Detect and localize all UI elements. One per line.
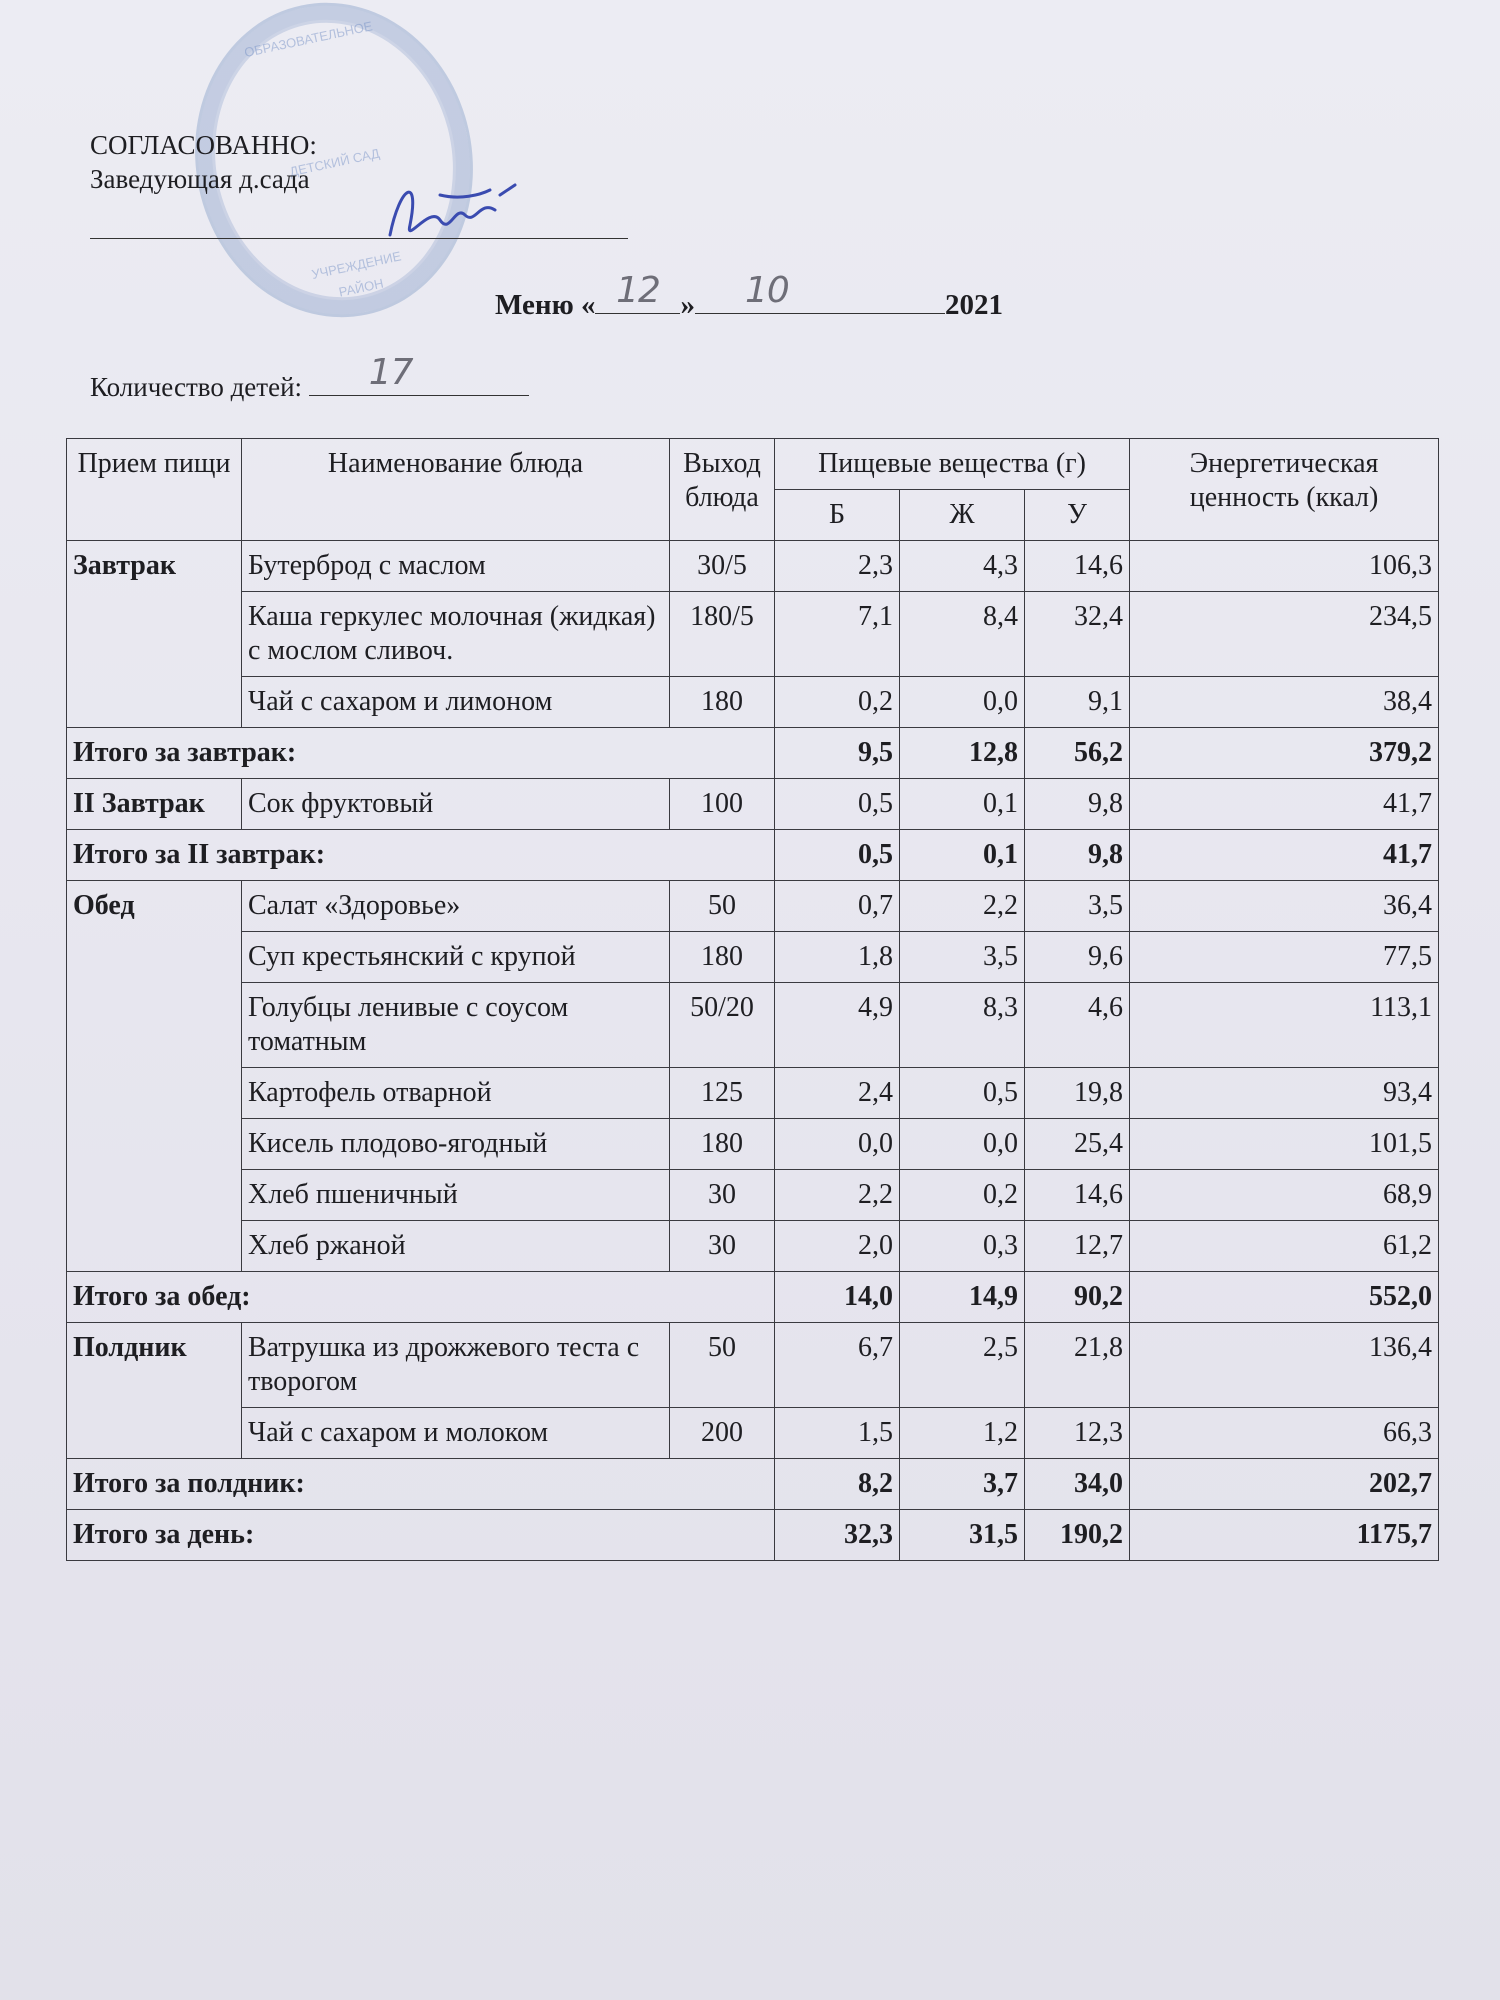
menu-mid: » [680,289,695,321]
table-row [67,1068,1439,1119]
header-b: Б [775,490,900,541]
table-row [67,983,1439,1068]
total-label: Итого за полдник: [67,1459,775,1510]
header-meal: Прием пищи [67,439,242,541]
stamp-text: ДЕТСКИЙ САД [288,145,381,180]
yield-cell: 50 [670,881,775,932]
kcal-cell: 101,5 [1130,1119,1439,1170]
zh-cell: 3,5 [900,932,1025,983]
kcal-cell: 61,2 [1130,1221,1439,1272]
approved-label: СОГЛАСОВАННО: [90,130,317,160]
handwritten-day: 12 [616,270,660,311]
dish-cell: Чай с сахаром и лимоном [242,677,670,728]
zh-cell: 2,5 [900,1323,1025,1408]
total-label: Итого за день: [67,1510,775,1561]
approval-block [90,128,317,196]
yield-cell: 200 [670,1408,775,1459]
b-cell: 6,7 [775,1323,900,1408]
table-row [67,932,1439,983]
kcal-cell: 234,5 [1130,592,1439,677]
children-count [90,352,529,403]
dish-cell: Хлеб ржаной [242,1221,670,1272]
month-blank [695,270,945,314]
kcal-cell: 68,9 [1130,1170,1439,1221]
total-label: Итого за обед: [67,1272,775,1323]
b-cell: 2,3 [775,541,900,592]
kcal-cell: 202,7 [1130,1459,1439,1510]
zh-cell: 14,9 [900,1272,1025,1323]
b-cell: 0,2 [775,677,900,728]
u-cell: 25,4 [1025,1119,1130,1170]
header-dish: Наименование блюда [242,439,670,541]
zh-cell: 8,3 [900,983,1025,1068]
dish-cell: Кисель плодово-ягодный [242,1119,670,1170]
u-cell: 19,8 [1025,1068,1130,1119]
b-cell: 0,0 [775,1119,900,1170]
u-cell: 12,7 [1025,1221,1130,1272]
yield-cell: 50 [670,1323,775,1408]
dish-cell: Ватрушка из дрожжевого теста с творогом [242,1323,670,1408]
menu-title [495,270,1003,322]
table-row [67,1119,1439,1170]
table-header-row [67,439,1439,490]
dish-cell: Каша геркулес молочная (жидкая) с мослом сливоч. [242,592,670,677]
yield-cell: 30/5 [670,541,775,592]
zh-cell: 31,5 [900,1510,1025,1561]
zh-cell: 0,1 [900,779,1025,830]
zh-cell: 0,0 [900,1119,1025,1170]
u-cell: 9,8 [1025,779,1130,830]
handwritten-month: 10 [744,270,789,311]
kcal-cell: 38,4 [1130,677,1439,728]
zh-cell: 0,2 [900,1170,1025,1221]
dish-cell: Чай с сахаром и молоком [242,1408,670,1459]
b-cell: 9,5 [775,728,900,779]
dish-cell: Бутерброд с маслом [242,541,670,592]
u-cell: 32,4 [1025,592,1130,677]
zh-cell: 12,8 [900,728,1025,779]
header-u: У [1025,490,1130,541]
u-cell: 9,6 [1025,932,1130,983]
day-blank [595,270,680,314]
header-energy: Энергетическая ценность (ккал) [1130,439,1439,541]
b-cell: 1,8 [775,932,900,983]
u-cell: 9,8 [1025,830,1130,881]
menu-prefix: Меню « [495,289,596,321]
u-cell: 90,2 [1025,1272,1130,1323]
table-row [67,779,1439,830]
u-cell: 14,6 [1025,1170,1130,1221]
zh-cell: 0,5 [900,1068,1025,1119]
kcal-cell: 136,4 [1130,1323,1439,1408]
kcal-cell: 77,5 [1130,932,1439,983]
yield-cell: 180 [670,932,775,983]
yield-cell: 50/20 [670,983,775,1068]
dish-cell: Голубцы ленивые с соусом томатным [242,983,670,1068]
zh-cell: 0,0 [900,677,1025,728]
yield-cell: 30 [670,1170,775,1221]
header-zh: Ж [900,490,1025,541]
meal-cell: Завтрак [67,541,242,728]
u-cell: 190,2 [1025,1510,1130,1561]
u-cell: 4,6 [1025,983,1130,1068]
zh-cell: 0,1 [900,830,1025,881]
yield-cell: 180 [670,1119,775,1170]
head-position: Заведующая д.сада [90,164,310,194]
kcal-cell: 552,0 [1130,1272,1439,1323]
u-cell: 3,5 [1025,881,1130,932]
b-cell: 8,2 [775,1459,900,1510]
children-label: Количество детей: [90,372,303,402]
handwritten-children: 17 [368,352,413,393]
table-row [67,1408,1439,1459]
dish-cell: Салат «Здоровье» [242,881,670,932]
yield-cell: 100 [670,779,775,830]
b-cell: 14,0 [775,1272,900,1323]
b-cell: 1,5 [775,1408,900,1459]
table-row [67,1323,1439,1408]
kcal-cell: 41,7 [1130,779,1439,830]
u-cell: 56,2 [1025,728,1130,779]
total-row [67,1459,1439,1510]
meal-cell: II Завтрак [67,779,242,830]
b-cell: 0,5 [775,779,900,830]
table-row [67,541,1439,592]
total-row [67,1272,1439,1323]
u-cell: 14,6 [1025,541,1130,592]
yield-cell: 180/5 [670,592,775,677]
zh-cell: 2,2 [900,881,1025,932]
b-cell: 4,9 [775,983,900,1068]
kcal-cell: 113,1 [1130,983,1439,1068]
zh-cell: 4,3 [900,541,1025,592]
zh-cell: 8,4 [900,592,1025,677]
u-cell: 21,8 [1025,1323,1130,1408]
b-cell: 2,0 [775,1221,900,1272]
header-nutrients: Пищевые вещества (г) [775,439,1130,490]
u-cell: 9,1 [1025,677,1130,728]
header-yield: Выход блюда [670,439,775,541]
stamp-text: РАЙОН [337,275,385,300]
zh-cell: 1,2 [900,1408,1025,1459]
stamp-text: УЧРЕЖДЕНИЕ [310,248,403,282]
menu-year: 2021 [944,289,1003,321]
kcal-cell: 66,3 [1130,1408,1439,1459]
zh-cell: 3,7 [900,1459,1025,1510]
kcal-cell: 1175,7 [1130,1510,1439,1561]
kcal-cell: 36,4 [1130,881,1439,932]
total-label: Итого за завтрак: [67,728,775,779]
table-row [67,1170,1439,1221]
b-cell: 0,7 [775,881,900,932]
meal-cell: Обед [67,881,242,1272]
table-row [67,881,1439,932]
signature-line [90,238,628,239]
menu-table [66,438,1439,1561]
yield-cell: 180 [670,677,775,728]
stamp-text: ОБРАЗОВАТЕЛЬНОЕ [242,18,374,61]
table-row [67,677,1439,728]
kcal-cell: 106,3 [1130,541,1439,592]
total-row [67,728,1439,779]
kcal-cell: 93,4 [1130,1068,1439,1119]
meal-cell: Полдник [67,1323,242,1459]
u-cell: 34,0 [1025,1459,1130,1510]
total-label: Итого за II завтрак: [67,830,775,881]
yield-cell: 125 [670,1068,775,1119]
dish-cell: Картофель отварной [242,1068,670,1119]
table-row [67,592,1439,677]
yield-cell: 30 [670,1221,775,1272]
b-cell: 2,2 [775,1170,900,1221]
zh-cell: 0,3 [900,1221,1025,1272]
dish-cell: Хлеб пшеничный [242,1170,670,1221]
day-total-row [67,1510,1439,1561]
b-cell: 0,5 [775,830,900,881]
signature [380,165,520,255]
kcal-cell: 41,7 [1130,830,1439,881]
dish-cell: Суп крестьянский с крупой [242,932,670,983]
u-cell: 12,3 [1025,1408,1130,1459]
children-blank [309,352,529,396]
b-cell: 32,3 [775,1510,900,1561]
table-row [67,1221,1439,1272]
kcal-cell: 379,2 [1130,728,1439,779]
dish-cell: Сок фруктовый [242,779,670,830]
b-cell: 7,1 [775,592,900,677]
b-cell: 2,4 [775,1068,900,1119]
total-row [67,830,1439,881]
